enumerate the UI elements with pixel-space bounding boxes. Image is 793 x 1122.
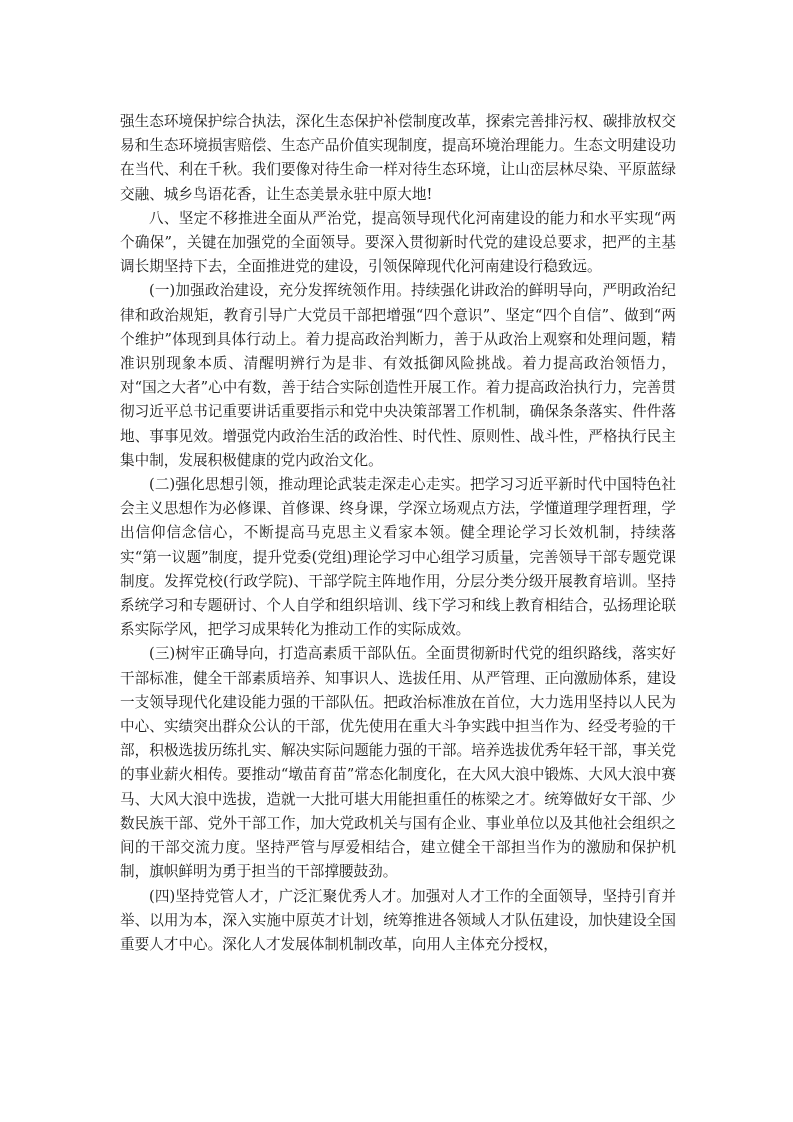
paragraph-talent: (四)坚持党管人才，广泛汇聚优秀人才。加强对人才工作的全面领导，坚持引育并举、以用为本，深入实施中原英才计划，统筹推进各领域人才队伍建设，加快建设全国重要人才中心。深化人才发展体制机制改革，向用人主体充分授权， xyxy=(120,887,676,953)
document-body xyxy=(120,110,676,957)
paragraph-cadre-team: (三)树牢正确导向，打造高素质干部队伍。全面贯彻新时代党的组织路线，落实好干部标准，健全干部素质培养、知事识人、选拔任用、从严管理、正向激励体系，建设一支领导现代化建设能力强的干部队伍。把政治标准放在首位，大力选用坚持以人民为中心、实绩突出群众公认的干部，优先使用在重大斗争实践中担当作为、经受考验的干部，积极选拔历练扎实、解决实际问题能力强的干部。培养选拔优秀年轻干部，事关党的事业薪火相传。要推动“墩苗育苗”常态化制度化，在大风大浪中锻炼、大风大浪中赛马、大风大浪中选拔，造就一大批可堪大用能担重任的栋梁之才。统筹做好女干部、少数民族干部、党外干部工作，加大党政机关与国有企业、事业单位以及其他社会组织之间的干部交流力度。坚持严管与厚爱相结合，建立健全干部担当作为的激励和保护机制，旗帜鲜明为勇于担当的干部撑腰鼓劲。 xyxy=(120,645,676,881)
paragraph-political-building: (一)加强政治建设，充分发挥统领作用。持续强化讲政治的鲜明导向，严明政治纪律和政治规矩，教育引导广大党员干部把增强“四个意识”、坚定“四个自信”、做到“两个维护”体现到具体行动上。着力提高政治判断力，善于从政治上观察和处理问题，精准识别现象本质、清醒明辨行为是非、有效抵御风险挑战。着力提高政治领悟力，对“国之大者”心中有数，善于结合实际创造性开展工作。着力提高政治执行力，完善贯彻习近平总书记重要讲话重要指示和党中央决策部署工作机制，确保条条落实、件件落地、事事见效。增强党内政治生活的政治性、时代性、原则性、战斗性，严格执行民主集中制，发展积极健康的党内政治文化。 xyxy=(120,282,676,469)
paragraph-section-eight: 八、坚定不移推进全面从严治党，提高领导现代化河南建设的能力和水平实现“两个确保”，关键在加强党的全面领导。要深入贯彻新时代党的建设总要求，把严的主基调长期坚持下去，全面推进党的建设，引领保障现代化河南建设行稳致远。 xyxy=(120,209,676,276)
paragraph-ecology-closing: 强生态环境保护综合执法，深化生态保护补偿制度改革，探索完善排污权、碳排放权交易和生态环境损害赔偿、生态产品价值实现制度，提高环境治理能力。生态文明建设功在当代、利在千秋。我们要像对待生命一样对待生态环境，让山峦层林尽染、平原蓝绿交融、城乡鸟语花香，让生态美景永驻中原大地! xyxy=(120,113,676,203)
paragraph-ideological-guidance: (二)强化思想引领，推动理论武装走深走心走实。把学习习近平新时代中国特色社会主义思想作为必修课、首修课、终身课，学深立场观点方法，学懂道理学理哲理，学出信仰信念信心，不断提高马克思主义看家本领。健全理论学习长效机制，持续落实“第一议题”制度，提升党委(党组)理论学习中心组学习质量，完善领导干部专题党课制度。发挥党校(行政学院)、干部学院主阵地作用，分层分类分级开展教育培训。坚持系统学习和专题研讨、个人自学和组织培训、线下学习和线上教育相结合，弘扬理论联系实际学风，把学习成果转化为推动工作的实际成效。 xyxy=(120,476,676,639)
